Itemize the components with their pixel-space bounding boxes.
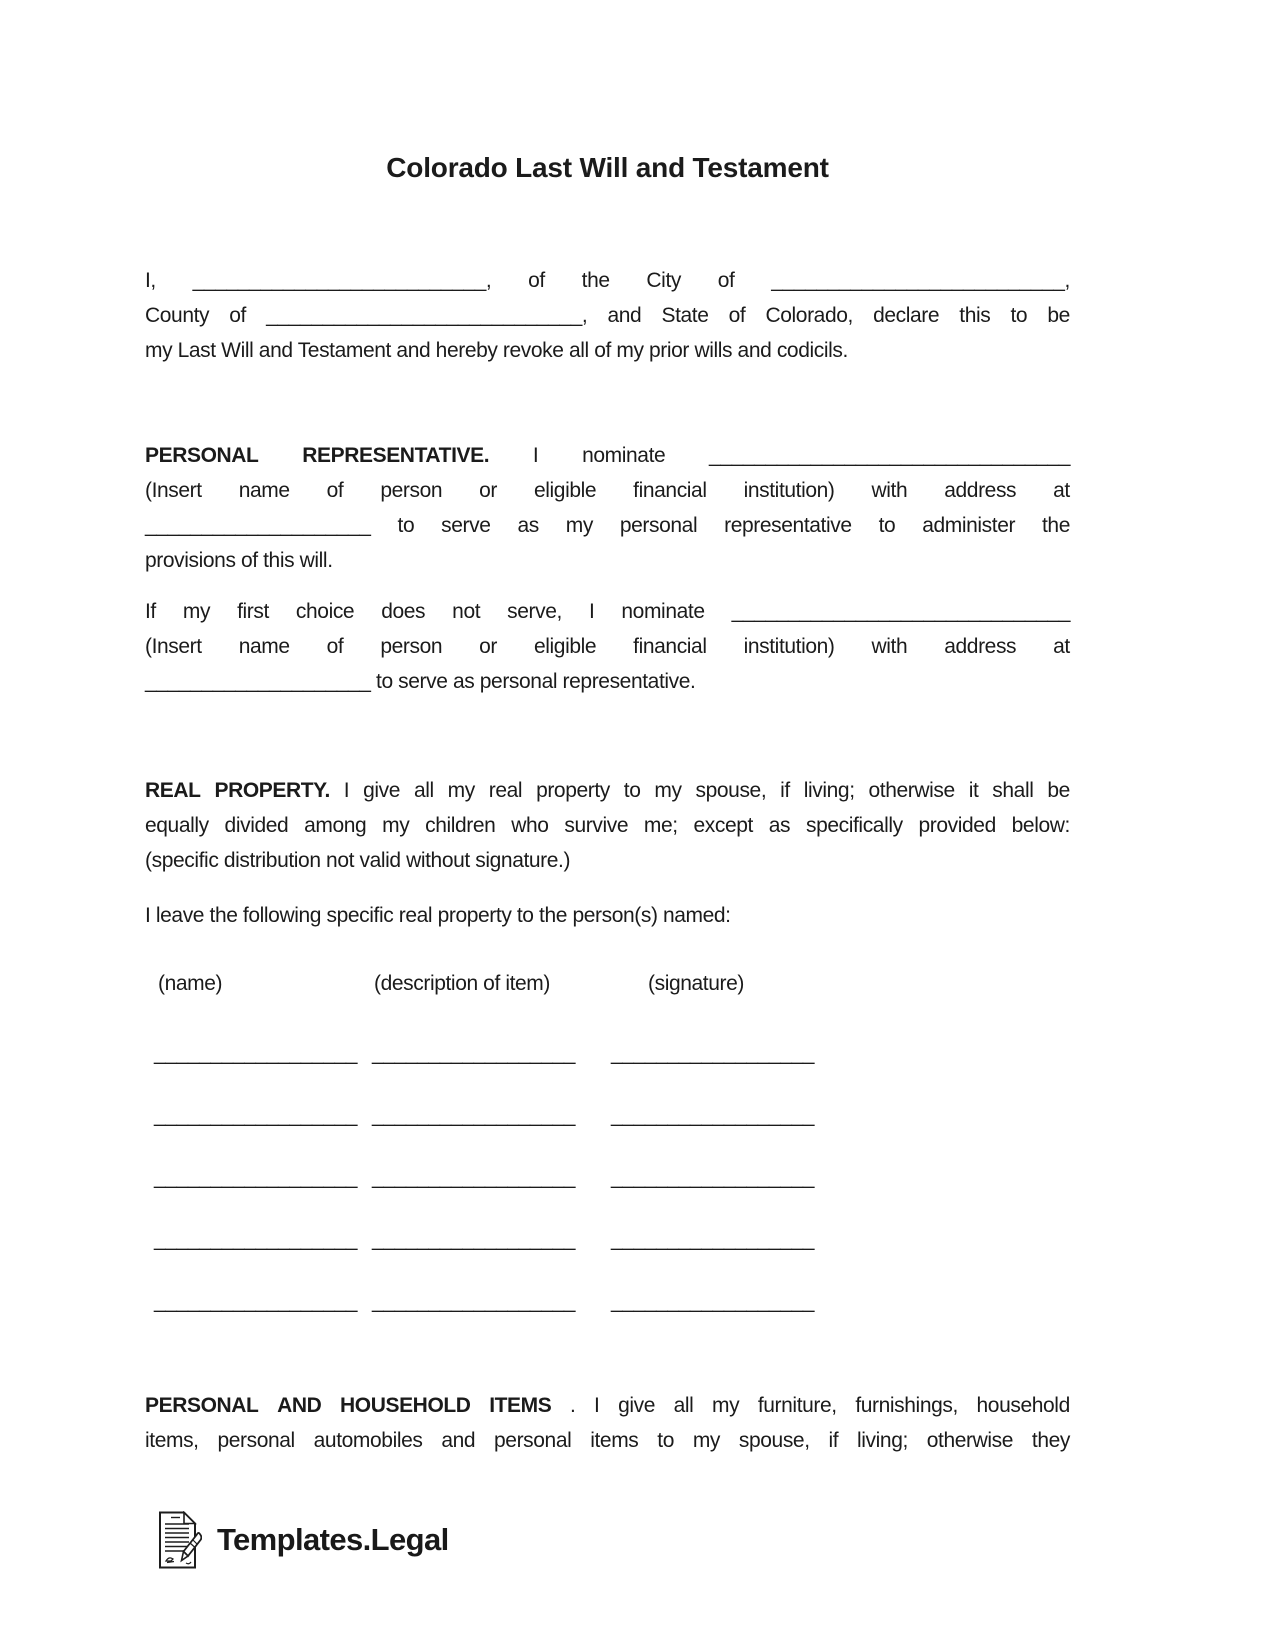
word: as (517, 514, 539, 537)
text-line (145, 843, 1070, 878)
text-line (145, 1423, 1070, 1458)
word: my (692, 1429, 721, 1452)
word: not (452, 600, 481, 623)
text-line (145, 298, 1070, 333)
text-line (145, 898, 1070, 933)
word: items, (145, 1429, 199, 1452)
word: ____________________ (145, 514, 371, 537)
blank-row (145, 1160, 1070, 1195)
word: of (528, 269, 545, 292)
word: serve, (507, 600, 562, 623)
text-segment: my Last Will and Testament and hereby revoke all of my prior wills and codicils. (145, 339, 848, 362)
word: my (182, 600, 211, 623)
personal-representative-paragraph (145, 438, 1070, 578)
word: ________________________________ (709, 444, 1070, 467)
word: person (380, 479, 443, 502)
word: eligible (533, 479, 597, 502)
word: of (717, 269, 735, 292)
word: personal (217, 1429, 295, 1452)
blank-cell-name: __________________ (154, 1290, 358, 1313)
word: provided (918, 814, 996, 837)
word: the (1042, 514, 1070, 537)
word: living; (857, 1429, 908, 1452)
text-line (145, 263, 1070, 298)
text-line (145, 594, 1070, 629)
word: and (441, 1429, 476, 1452)
document-pencil-icon (158, 1511, 202, 1569)
word: (Insert (145, 635, 202, 658)
word: representative (724, 514, 852, 537)
word: if (828, 1429, 839, 1452)
word: except (693, 814, 753, 837)
word: my (565, 514, 593, 537)
word: this (959, 304, 991, 327)
blank-row (145, 1222, 1070, 1257)
word: otherwise (868, 779, 955, 802)
word: institution) (743, 635, 835, 658)
table-header-signature: (signature) (648, 972, 744, 995)
word: my (382, 814, 410, 837)
word: children (425, 814, 496, 837)
word: first (237, 600, 269, 623)
word: (Insert (145, 479, 202, 502)
word: person (380, 635, 443, 658)
word: AND (277, 1394, 322, 1417)
word: address (944, 479, 1017, 502)
word: below: (1011, 814, 1070, 837)
word: divided (224, 814, 289, 837)
blank-cell-name: __________________ (154, 1104, 358, 1127)
word: or (479, 479, 497, 502)
real-property-paragraph (145, 773, 1070, 878)
word: State (661, 304, 709, 327)
word: financial (633, 635, 707, 658)
document-title: Colorado Last Will and Testament (386, 152, 829, 183)
word: name (238, 635, 290, 658)
personal-household-items-paragraph (145, 1388, 1070, 1458)
word: Colorado, (765, 304, 853, 327)
blank-cell-signature: __________________ (611, 1290, 815, 1313)
word: eligible (533, 635, 597, 658)
word: specifically (805, 814, 903, 837)
document-body (145, 0, 1070, 1650)
blank-cell-signature: __________________ (611, 1042, 815, 1065)
word: the (581, 269, 610, 292)
word: REAL (145, 779, 201, 802)
word: personal (494, 1429, 572, 1452)
text-line (145, 473, 1070, 508)
word: be (1047, 304, 1070, 327)
word: it (968, 779, 979, 802)
word: to (623, 779, 641, 802)
word: of (326, 635, 344, 658)
word: to (878, 514, 896, 537)
word: furniture, (757, 1394, 837, 1417)
blank-row (145, 1036, 1070, 1071)
text-line (145, 508, 1070, 543)
word: among (304, 814, 367, 837)
text-line (145, 1388, 1070, 1423)
word: institution) (743, 479, 835, 502)
text-line (145, 629, 1070, 664)
word: with (871, 635, 908, 658)
word: serve (441, 514, 491, 537)
blank-cell-description: __________________ (372, 1166, 576, 1189)
table-header-row (145, 966, 1070, 1001)
blank-cell-signature: __________________ (611, 1104, 815, 1127)
opening-paragraph (145, 263, 1070, 368)
brand-footer (158, 1511, 449, 1569)
blank-cell-name: __________________ (154, 1042, 358, 1065)
word: name (238, 479, 290, 502)
word: PERSONAL (145, 1394, 259, 1417)
word: as (768, 814, 791, 837)
word: choice (295, 600, 355, 623)
word: nominate (621, 600, 705, 623)
word: spouse, (738, 1429, 810, 1452)
word: to (657, 1429, 674, 1452)
blank-cell-name: __________________ (154, 1228, 358, 1251)
text-line (145, 333, 1070, 368)
text-line (145, 773, 1070, 808)
word: who (511, 814, 549, 837)
word: financial (633, 479, 707, 502)
word: ITEMS (489, 1394, 552, 1417)
word: I, (145, 269, 156, 292)
word: or (479, 635, 497, 658)
blank-cell-description: __________________ (372, 1042, 576, 1065)
word: my (654, 779, 682, 802)
word: PROPERTY. (214, 779, 330, 802)
word: address (944, 635, 1017, 658)
text-segment: provisions of this will. (145, 549, 333, 572)
word: City (646, 269, 681, 292)
word: spouse, (695, 779, 767, 802)
word: I (588, 600, 595, 623)
word: ______________________________ (731, 600, 1070, 623)
blank-cell-signature: __________________ (611, 1228, 815, 1251)
text-segment: ____________________ to serve as personal representative. (145, 670, 696, 693)
text-line (145, 808, 1070, 843)
text-line (145, 543, 1070, 578)
word: personal (619, 514, 698, 537)
word: me; (643, 814, 678, 837)
word: County (145, 304, 210, 327)
word: my (712, 1394, 740, 1417)
word: I (594, 1394, 600, 1417)
word: I (343, 779, 350, 802)
word: my (447, 779, 475, 802)
word: if (780, 779, 790, 802)
blank-cell-name: __________________ (154, 1166, 358, 1189)
text-line (145, 438, 1070, 473)
word: at (1053, 635, 1070, 658)
word: real (488, 779, 523, 802)
word: with (871, 479, 908, 502)
word: REPRESENTATIVE. (302, 444, 490, 467)
word: all (413, 779, 434, 802)
word: at (1053, 479, 1070, 502)
word: does (381, 600, 426, 623)
word: they (1031, 1429, 1070, 1452)
word: ____________________________, (266, 304, 588, 327)
word: all (673, 1394, 694, 1417)
word: otherwise (926, 1429, 1014, 1452)
word: furnishings, (855, 1394, 958, 1417)
word: to (1010, 304, 1028, 327)
word: __________________________, (771, 269, 1070, 292)
word: If (145, 600, 156, 623)
brand-name: Templates.Legal (217, 1522, 449, 1557)
blank-row (145, 1098, 1070, 1133)
table-header-description: (description of item) (374, 972, 550, 995)
word: HOUSEHOLD (340, 1394, 471, 1417)
text-segment: I leave the following specific real property to the person(s) named: (145, 904, 731, 927)
word: and (607, 304, 642, 327)
word: automobiles (313, 1429, 423, 1452)
blank-cell-signature: __________________ (611, 1166, 815, 1189)
word: PERSONAL (145, 444, 259, 467)
blank-cell-description: __________________ (372, 1290, 576, 1313)
word: shall (992, 779, 1034, 802)
word: property (536, 779, 610, 802)
text-segment: (specific distribution not valid without signature.) (145, 849, 571, 872)
word: equally (145, 814, 209, 837)
word: living; (803, 779, 855, 802)
specific-property-intro (145, 898, 1070, 933)
word: items (590, 1429, 639, 1452)
word: give (618, 1394, 655, 1417)
blank-cell-description: __________________ (372, 1228, 576, 1251)
word: declare (873, 304, 940, 327)
word: of (728, 304, 746, 327)
word: be (1047, 779, 1070, 802)
text-line (145, 664, 1070, 699)
word: __________________________, (192, 269, 492, 292)
word: to (397, 514, 415, 537)
word: of (326, 479, 344, 502)
word: of (229, 304, 246, 327)
word: administer (922, 514, 1016, 537)
blank-row (145, 1284, 1070, 1319)
table-header-name: (name) (158, 972, 223, 995)
word: I (532, 444, 539, 467)
word: household (976, 1394, 1070, 1417)
word: give (363, 779, 401, 802)
blank-cell-description: __________________ (372, 1104, 576, 1127)
alternate-representative-paragraph (145, 594, 1070, 699)
word: survive (564, 814, 629, 837)
word: . (569, 1394, 576, 1417)
word: nominate (582, 444, 666, 467)
